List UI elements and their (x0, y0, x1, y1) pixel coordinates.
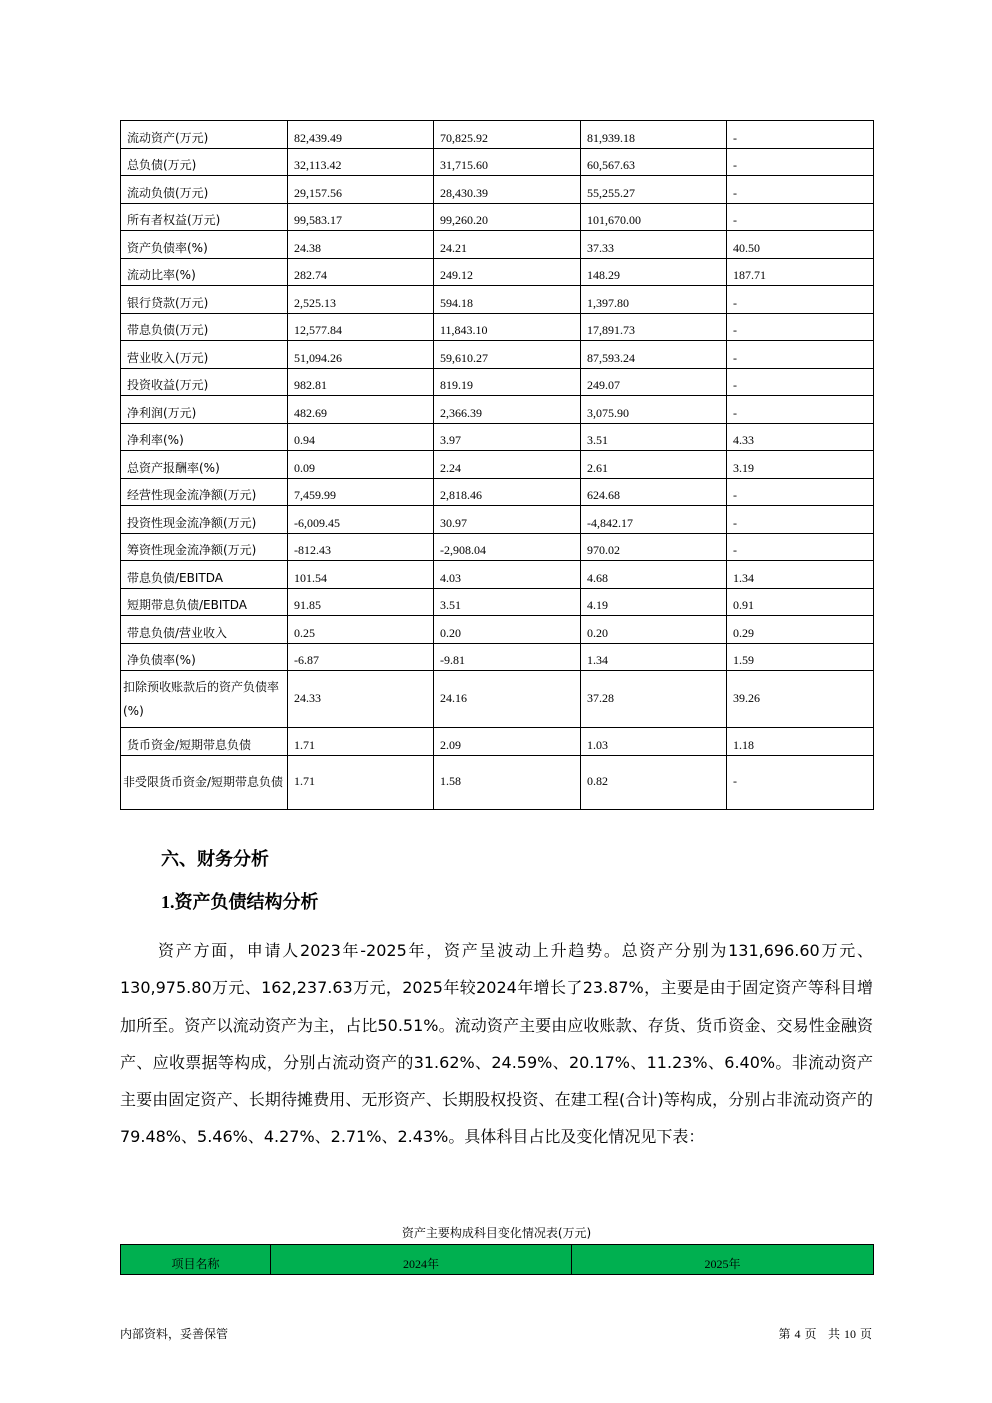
row-label: 营业收入(万元) (121, 341, 288, 369)
row-value: - (727, 341, 874, 369)
row-label: 带息负债(万元) (121, 313, 288, 341)
row-label: 资产负债率(%) (121, 231, 288, 259)
subsection-title: 资产负债结构分析 (174, 892, 319, 913)
row-value: 99,260.20 (434, 203, 581, 231)
row-value: 982.81 (288, 368, 434, 396)
row-label: 短期带息负债/EBITDA (121, 588, 288, 616)
row-value: 249.12 (434, 258, 581, 286)
row-value: 99,583.17 (288, 203, 434, 231)
header-2024: 2024年 (271, 1245, 572, 1275)
row-value: 2.24 (434, 451, 581, 479)
row-value: 3.51 (581, 423, 727, 451)
row-value: - (727, 368, 874, 396)
row-value: - (727, 176, 874, 204)
row-label: 流动比率(%) (121, 258, 288, 286)
table-row (121, 506, 874, 534)
row-value: 31,715.60 (434, 148, 581, 176)
row-label: 投资收益(万元) (121, 368, 288, 396)
row-value: 2.09 (434, 728, 581, 756)
row-value: 4.68 (581, 561, 727, 589)
row-value: -4,842.17 (581, 506, 727, 534)
row-label: 投资性现金流净额(万元) (121, 506, 288, 534)
table-row (121, 616, 874, 644)
row-value: 282.74 (288, 258, 434, 286)
table-row (121, 755, 874, 809)
row-value: 24.16 (434, 671, 581, 728)
row-value: 24.33 (288, 671, 434, 728)
row-value: 0.20 (434, 616, 581, 644)
row-value: 187.71 (727, 258, 874, 286)
row-value: - (727, 506, 874, 534)
row-value: -812.43 (288, 533, 434, 561)
row-value: - (727, 203, 874, 231)
row-label: 非受限货币资金/短期带息负债 (121, 755, 288, 809)
row-value: 2,818.46 (434, 478, 581, 506)
row-value: 0.29 (727, 616, 874, 644)
table-row (121, 588, 874, 616)
row-value: 0.94 (288, 423, 434, 451)
row-value: 0.82 (581, 755, 727, 809)
row-value: 1.58 (434, 755, 581, 809)
row-value: 4.19 (581, 588, 727, 616)
financial-table-body (121, 121, 874, 810)
table-row (121, 176, 874, 204)
table-row (121, 671, 874, 728)
table-row (121, 203, 874, 231)
row-value: 1.34 (581, 643, 727, 671)
asset-table-header-row (121, 1245, 874, 1275)
row-label: 货币资金/短期带息负债 (121, 728, 288, 756)
table-row (121, 286, 874, 314)
asset-analysis-paragraph: 资产方面，申请人2023年-2025年，资产呈波动上升趋势。总资产分别为131,696.60万元、130,975.80万元、162,237.63万元，2025年较2024年增长了23.87%，主要是由于固定资产等科目增加所至。资产以流动资产为主，占比50.51%。流动资产主要由应收账款、存货、货币资金、交易性金融资产、应收票据等构成，分别占流动资产的31.62%、24.59%、20.17%、11.23%、6.40%。非流动资产主要由固定资产、长期待摊费用、无形资产、长期股权投资、在建工程(合计)等构成，分别占非流动资产的79.48%、5.46%、4.27%、2.71%、2.43%。具体科目占比及变化情况见下表： (120, 941, 873, 1147)
page-current: 4 (794, 1327, 801, 1341)
total-unit: 页 (859, 1327, 872, 1341)
row-value: 2.61 (581, 451, 727, 479)
row-value: 1.03 (581, 728, 727, 756)
row-value: 1.71 (288, 755, 434, 809)
row-value: 3.51 (434, 588, 581, 616)
row-label: 扣除预收账款后的资产负债率(%) (121, 671, 288, 728)
row-value: 1.18 (727, 728, 874, 756)
footer-page-number (778, 1325, 872, 1342)
row-value: 0.91 (727, 588, 874, 616)
section-heading: 六、财务分析 (161, 849, 269, 870)
table-row (121, 561, 874, 589)
row-value: 0.09 (288, 451, 434, 479)
row-value: 39.26 (727, 671, 874, 728)
row-value: - (727, 286, 874, 314)
row-value: - (727, 313, 874, 341)
row-value: 1.71 (288, 728, 434, 756)
table-row (121, 313, 874, 341)
subsection-heading (161, 888, 319, 914)
row-value: 482.69 (288, 396, 434, 424)
row-label: 净利率(%) (121, 423, 288, 451)
row-value: 81,939.18 (581, 121, 727, 149)
table-row (121, 148, 874, 176)
row-value: 11,843.10 (434, 313, 581, 341)
row-value: 87,593.24 (581, 341, 727, 369)
row-value: 4.33 (727, 423, 874, 451)
row-label: 流动负债(万元) (121, 176, 288, 204)
row-label: 总负债(万元) (121, 148, 288, 176)
row-value: 2,525.13 (288, 286, 434, 314)
row-value: 7,459.99 (288, 478, 434, 506)
row-value: 29,157.56 (288, 176, 434, 204)
row-value: 1.59 (727, 643, 874, 671)
page-unit: 页 (804, 1327, 817, 1341)
row-value: 51,094.26 (288, 341, 434, 369)
subsection-number: 1. (161, 892, 175, 912)
table-row (121, 728, 874, 756)
row-value: 3.97 (434, 423, 581, 451)
row-value: 624.68 (581, 478, 727, 506)
asset-composition-table (120, 1244, 874, 1275)
row-value: -6.87 (288, 643, 434, 671)
row-label: 净利润(万元) (121, 396, 288, 424)
row-value: -6,009.45 (288, 506, 434, 534)
row-value: 970.02 (581, 533, 727, 561)
row-value: 40.50 (727, 231, 874, 259)
row-value: 4.03 (434, 561, 581, 589)
row-label: 经营性现金流净额(万元) (121, 478, 288, 506)
row-value: 12,577.84 (288, 313, 434, 341)
footer-confidential-note: 内部资料，妥善保管 (120, 1327, 229, 1341)
row-value: 37.33 (581, 231, 727, 259)
row-value: 37.28 (581, 671, 727, 728)
row-value: 594.18 (434, 286, 581, 314)
table-row (121, 643, 874, 671)
table-row (121, 341, 874, 369)
row-value: 59,610.27 (434, 341, 581, 369)
row-value: 2,366.39 (434, 396, 581, 424)
row-value: - (727, 148, 874, 176)
row-value: 30.97 (434, 506, 581, 534)
page-total: 10 (843, 1327, 856, 1341)
row-value: 3.19 (727, 451, 874, 479)
row-value: 91.85 (288, 588, 434, 616)
row-value: 28,430.39 (434, 176, 581, 204)
row-value: - (727, 396, 874, 424)
row-value: 101.54 (288, 561, 434, 589)
row-value: -2,908.04 (434, 533, 581, 561)
row-value: - (727, 755, 874, 809)
row-value: 60,567.63 (581, 148, 727, 176)
table-row (121, 231, 874, 259)
row-label: 所有者权益(万元) (121, 203, 288, 231)
row-value: 24.21 (434, 231, 581, 259)
row-label: 带息负债/EBITDA (121, 561, 288, 589)
page-prefix: 第 (778, 1327, 791, 1341)
row-value: 24.38 (288, 231, 434, 259)
row-value: 148.29 (581, 258, 727, 286)
row-value: 70,825.92 (434, 121, 581, 149)
row-value: 819.19 (434, 368, 581, 396)
table-row (121, 396, 874, 424)
total-prefix: 共 (827, 1327, 840, 1341)
row-value: 1.34 (727, 561, 874, 589)
asset-table-caption: 资产主要构成科目变化情况表(万元) (401, 1226, 592, 1240)
row-value: 101,670.00 (581, 203, 727, 231)
table-row (121, 423, 874, 451)
header-item-name: 项目名称 (121, 1245, 271, 1275)
row-label: 筹资性现金流净额(万元) (121, 533, 288, 561)
row-value: 249.07 (581, 368, 727, 396)
row-value: 0.25 (288, 616, 434, 644)
row-value: 55,255.27 (581, 176, 727, 204)
row-value: - (727, 533, 874, 561)
row-value: 0.20 (581, 616, 727, 644)
row-label: 带息负债/营业收入 (121, 616, 288, 644)
row-value: -9.81 (434, 643, 581, 671)
row-label: 净负债率(%) (121, 643, 288, 671)
row-label: 银行贷款(万元) (121, 286, 288, 314)
row-value: - (727, 121, 874, 149)
table-row (121, 121, 874, 149)
financial-indicators-table (120, 120, 874, 810)
table-row (121, 258, 874, 286)
row-value: - (727, 478, 874, 506)
row-label: 总资产报酬率(%) (121, 451, 288, 479)
table-row (121, 451, 874, 479)
table-row (121, 478, 874, 506)
row-value: 17,891.73 (581, 313, 727, 341)
row-value: 32,113.42 (288, 148, 434, 176)
row-value: 1,397.80 (581, 286, 727, 314)
table-row (121, 368, 874, 396)
row-label: 流动资产(万元) (121, 121, 288, 149)
row-value: 82,439.49 (288, 121, 434, 149)
row-value: 3,075.90 (581, 396, 727, 424)
header-2025: 2025年 (572, 1245, 874, 1275)
table-row (121, 533, 874, 561)
